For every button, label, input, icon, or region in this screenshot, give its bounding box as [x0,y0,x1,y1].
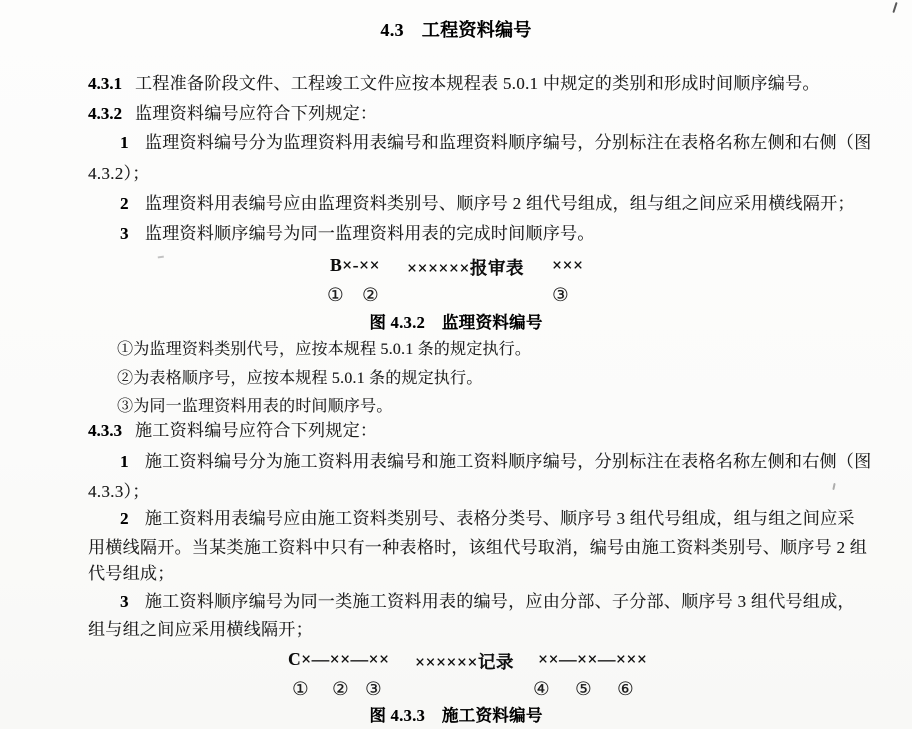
figure-4-3-3-code-row [0,649,912,673]
note-line-3: ③为同一监理资料用表的时间顺序号。 [117,398,393,415]
item-text: 施工资料编号分为施工资料用表编号和施工资料顺序编号，分别标注在表格名称左侧和右侧（图 [144,452,872,471]
circled-2-mark: ② [332,680,349,700]
code-group-left: C×—××—×× [288,649,390,669]
scan-artifact-speck [832,483,835,490]
clause-4-3-3-item-2-line-1 [120,509,855,529]
clause-number: 4.3.3 [88,421,122,440]
clause-number: 4.3.1 [88,74,122,93]
clause-4-3-3-item-3-line-1 [120,592,855,612]
item-text: 4.3.2）； [88,164,150,183]
scan-artifact-corner-tick [892,2,897,13]
note-line-2: ②为表格顺序号，应按本规程 5.0.1 条的规定执行。 [117,370,483,387]
figure-4-3-2-caption: 图 4.3.2 监理资料编号 [369,313,543,332]
clause-4-3-3-item-1-line-2 [88,482,150,502]
clause-text: 工程准备阶段文件、工程竣工文件应按本规程表 5.0.1 中规定的类别和形成时间顺序编号。 [135,74,820,93]
item-text: 施工资料用表编号应由施工资料类别号、表格分类号、顺序号 3 组代号组成，组与组之间应采 [144,509,855,528]
page-title [0,20,912,40]
clause-4-3-3-item-2-line-2 [88,538,867,558]
clause-4-3-3-item-2-line-3 [88,564,175,584]
item-number: 2 [120,194,129,213]
item-text: 组与组之间应采用横线隔开； [88,620,313,639]
item-text: 施工资料顺序编号为同一类施工资料用表的编号，应由分部、子分部、顺序号 3 组代号组成， [144,592,855,611]
clause-text: 施工资料编号应符合下列规定： [135,421,378,440]
item-text: 监理资料用表编号应由监理资料类别号、顺序号 2 组代号组成，组与组之间应采用横线隔开； [144,194,855,213]
item-number: 2 [120,509,129,528]
circled-2-mark: ② [362,286,379,306]
clause-4-3-2-item-2 [120,194,855,214]
circled-3-mark: ③ [552,286,569,306]
clause-4-3-2 [88,104,377,124]
clause-4-3-2-item-3 [120,224,595,244]
circled-4-mark: ④ [533,680,550,700]
figure-4-3-2-code-row [0,255,912,279]
code-group-middle: ××××××记录 [415,652,514,672]
clause-4-3-3-item-3-line-2 [88,620,313,640]
code-group-right: ××× [552,255,584,275]
item-text: 4.3.3）； [88,482,150,501]
code-group-middle: ××××××报审表 [407,258,524,278]
item-text: 代号组成； [88,564,175,583]
circled-1-mark: ① [292,680,309,700]
code-group-right: ××—××—××× [538,649,648,669]
clause-4-3-1 [88,74,820,94]
clause-4-3-2-item-1-line-2 [88,164,150,184]
scan-artifact-speck [158,256,165,262]
clause-number: 4.3.2 [88,104,122,123]
circled-6-mark: ⑥ [617,680,634,700]
clause-4-3-2-item-1-line-1 [120,133,871,153]
item-number: 3 [120,224,129,243]
circled-3-mark: ③ [365,680,382,700]
item-text: 监理资料编号分为监理资料用表编号和监理资料顺序编号，分别标注在表格名称左侧和右侧（图 [144,133,872,152]
circled-5-mark: ⑤ [575,680,592,700]
item-text: 用横线隔开。当某类施工资料中只有一种表格时，该组代号取消，编号由施工资料类别号、顺序号 2 组 [88,538,868,557]
section-number: 4.3 [380,20,404,40]
item-text: 监理资料顺序编号为同一监理资料用表的完成时间顺序号。 [144,224,595,243]
clause-4-3-3 [88,421,377,441]
item-number: 3 [120,592,129,611]
item-number: 1 [120,452,129,471]
section-title-text: 工程资料编号 [421,20,532,40]
note-line-1: ①为监理资料类别代号，应按本规程 5.0.1 条的规定执行。 [117,341,532,358]
item-number: 1 [120,133,129,152]
figure-4-3-2-marks-row [0,285,912,307]
figure-4-3-3-marks-row [0,679,912,701]
figure-4-3-3-caption: 图 4.3.3 施工资料编号 [369,706,543,725]
clause-text: 监理资料编号应符合下列规定： [135,104,378,123]
clause-4-3-3-item-1-line-1 [120,452,871,472]
circled-1-mark: ① [327,286,344,306]
code-group-left: B×-×× [330,255,380,275]
